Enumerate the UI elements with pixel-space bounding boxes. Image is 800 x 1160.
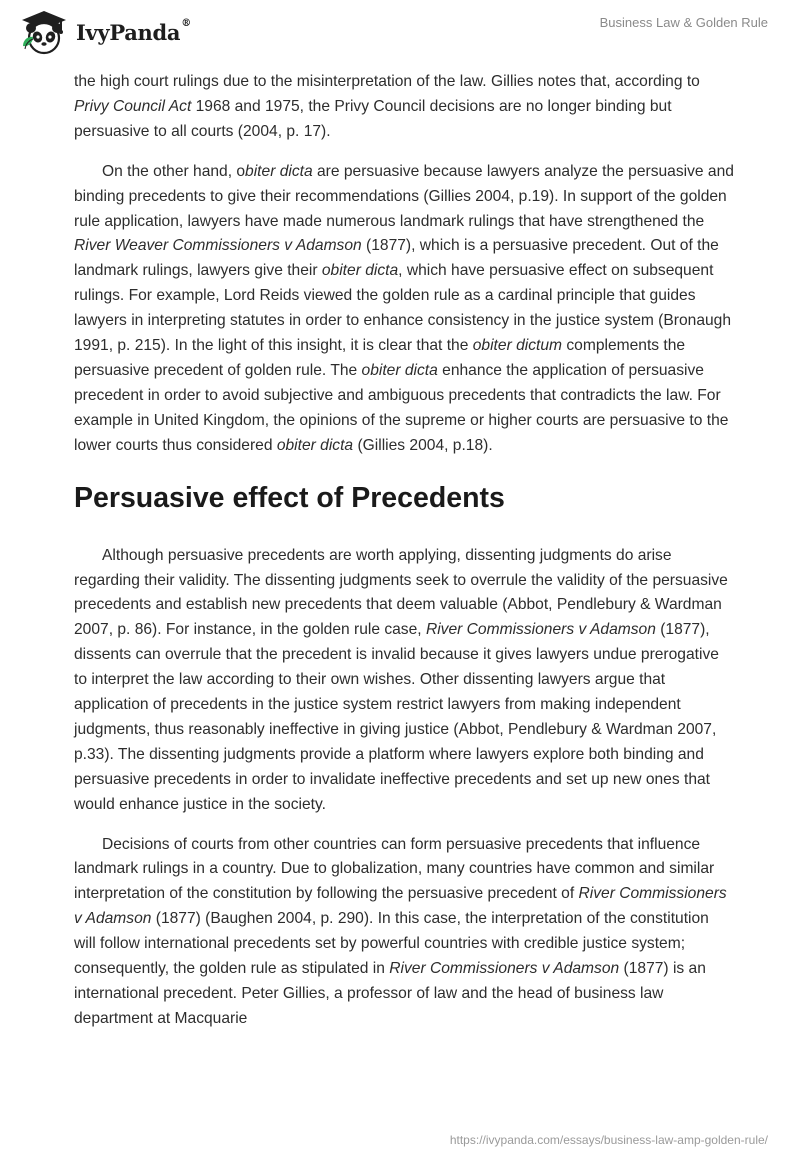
italic-text-run: obiter dicta: [276, 436, 354, 454]
registered-mark: ®: [181, 17, 191, 29]
text-run: (1877), which is a persuasive precedent. Out of the landmark rulings, lawyers give their: [74, 237, 719, 280]
text-run: (1877) is an international precedent. Peter Gillies, a professor of law and the head of business law department at Macquarie: [74, 960, 706, 1027]
paragraph: [74, 160, 734, 459]
text-run: (1877) (Baughen 2004, p. 290). In this case, the interpretation of the constitution will follow international precedents set by powerful countries with credible justice system; consequently, the golden rule as stipulated in: [74, 910, 709, 978]
text-run: 1968 and 1975, the Privy Council decisions are no longer binding but persuasive to all courts (2004, p. 17).: [74, 97, 672, 140]
ivypanda-logo[interactable]: [14, 6, 191, 56]
text-run: , which have persuasive effect on subsequent rulings. For example, Lord Reids viewed the golden rule as a cardinal principle that guides lawyers in interpreting statutes in order to enhance consistency in the justice system (Bronaugh 1991, p. 215). In the light of this insight, it is clear that the: [74, 262, 732, 355]
text-run: (1877), dissents can overrule that the precedent is invalid because it gives lawyers undue prerogative to interpret the law according to their own wishes. Other dissenting lawyers argue that application of precedents in the justice system restrict lawyers from making independent judgments, thus reasonably ineffective in giving justice (Abbot, Pendlebury & Wardman 2007, p.33). The dissenting judgments provide a platform where lawyers explore both binding and persuasive precedents in order to invalidate ineffective precedents and set up new ones that would enhance justice in the society.: [74, 621, 719, 813]
source-url[interactable]: https://ivypanda.com/essays/business-law-amp-golden-rule/: [449, 1133, 768, 1147]
paragraph: [74, 544, 734, 818]
document-title: Business Law & Golden Rule: [599, 15, 768, 30]
article-body: [74, 70, 734, 1047]
italic-text-run: obiter dicta: [321, 262, 399, 280]
italic-text-run: biter dicta: [245, 162, 313, 180]
text-run: complements the persuasive precedent of golden rule. The: [74, 337, 686, 379]
text-run: (Gillies 2004, p.18).: [353, 436, 493, 454]
page-header: [0, 0, 800, 64]
text-run: On the other hand, o: [102, 162, 246, 180]
italic-text-run: River Commissioners v Adamson: [389, 960, 620, 978]
italic-text-run: obiter dicta: [361, 361, 438, 379]
paragraph: [74, 833, 734, 1032]
text-run: Although persuasive precedents are worth applying, dissenting judgments do arise regarding their validity. The dissenting judgments seek to overrule the validity of the persuasive precedents and establish new precedents that deem valuable (Abbot, Pendlebury & Wardman 2007, p. 86). For instance, in the golden rule case,: [74, 546, 728, 639]
text-run: Decisions of courts from other countries can form persuasive precedents that influence landmark rulings in a country. Due to globalization, many countries have common and similar interpretation of the constitution by following the persuasive precedent of: [74, 835, 715, 903]
section-heading: Persuasive effect of Precedents: [74, 481, 505, 514]
italic-text-run: River Weaver Commissioners v Adamson: [74, 237, 362, 255]
paragraph: [74, 70, 734, 145]
brand-name: IvyPanda®: [76, 17, 191, 45]
italic-text-run: River Commissioners v Adamson: [74, 885, 727, 928]
italic-text-run: Privy Council Act: [74, 97, 192, 115]
text-run: the high court rulings due to the misinterpretation of the law. Gillies notes that, according to: [74, 73, 700, 90]
panda-graduate-icon: [14, 6, 72, 56]
text-run: are persuasive because lawyers analyze the persuasive and binding precedents to give their recommendations (Gillies 2004, p.19). In support of the golden rule application, lawyers have made numerous landmark rulings that have strengthened the: [74, 162, 734, 230]
italic-text-run: River Commissioners v Adamson: [425, 621, 656, 639]
italic-text-run: obiter dictum: [472, 337, 563, 355]
text-run: enhance the application of persuasive precedent in order to avoid subjective and ambiguous precedents that contradicts the law. For example in United Kingdom, the opinions of the supreme or higher courts are persuasive to the lower courts thus considered: [74, 361, 729, 454]
